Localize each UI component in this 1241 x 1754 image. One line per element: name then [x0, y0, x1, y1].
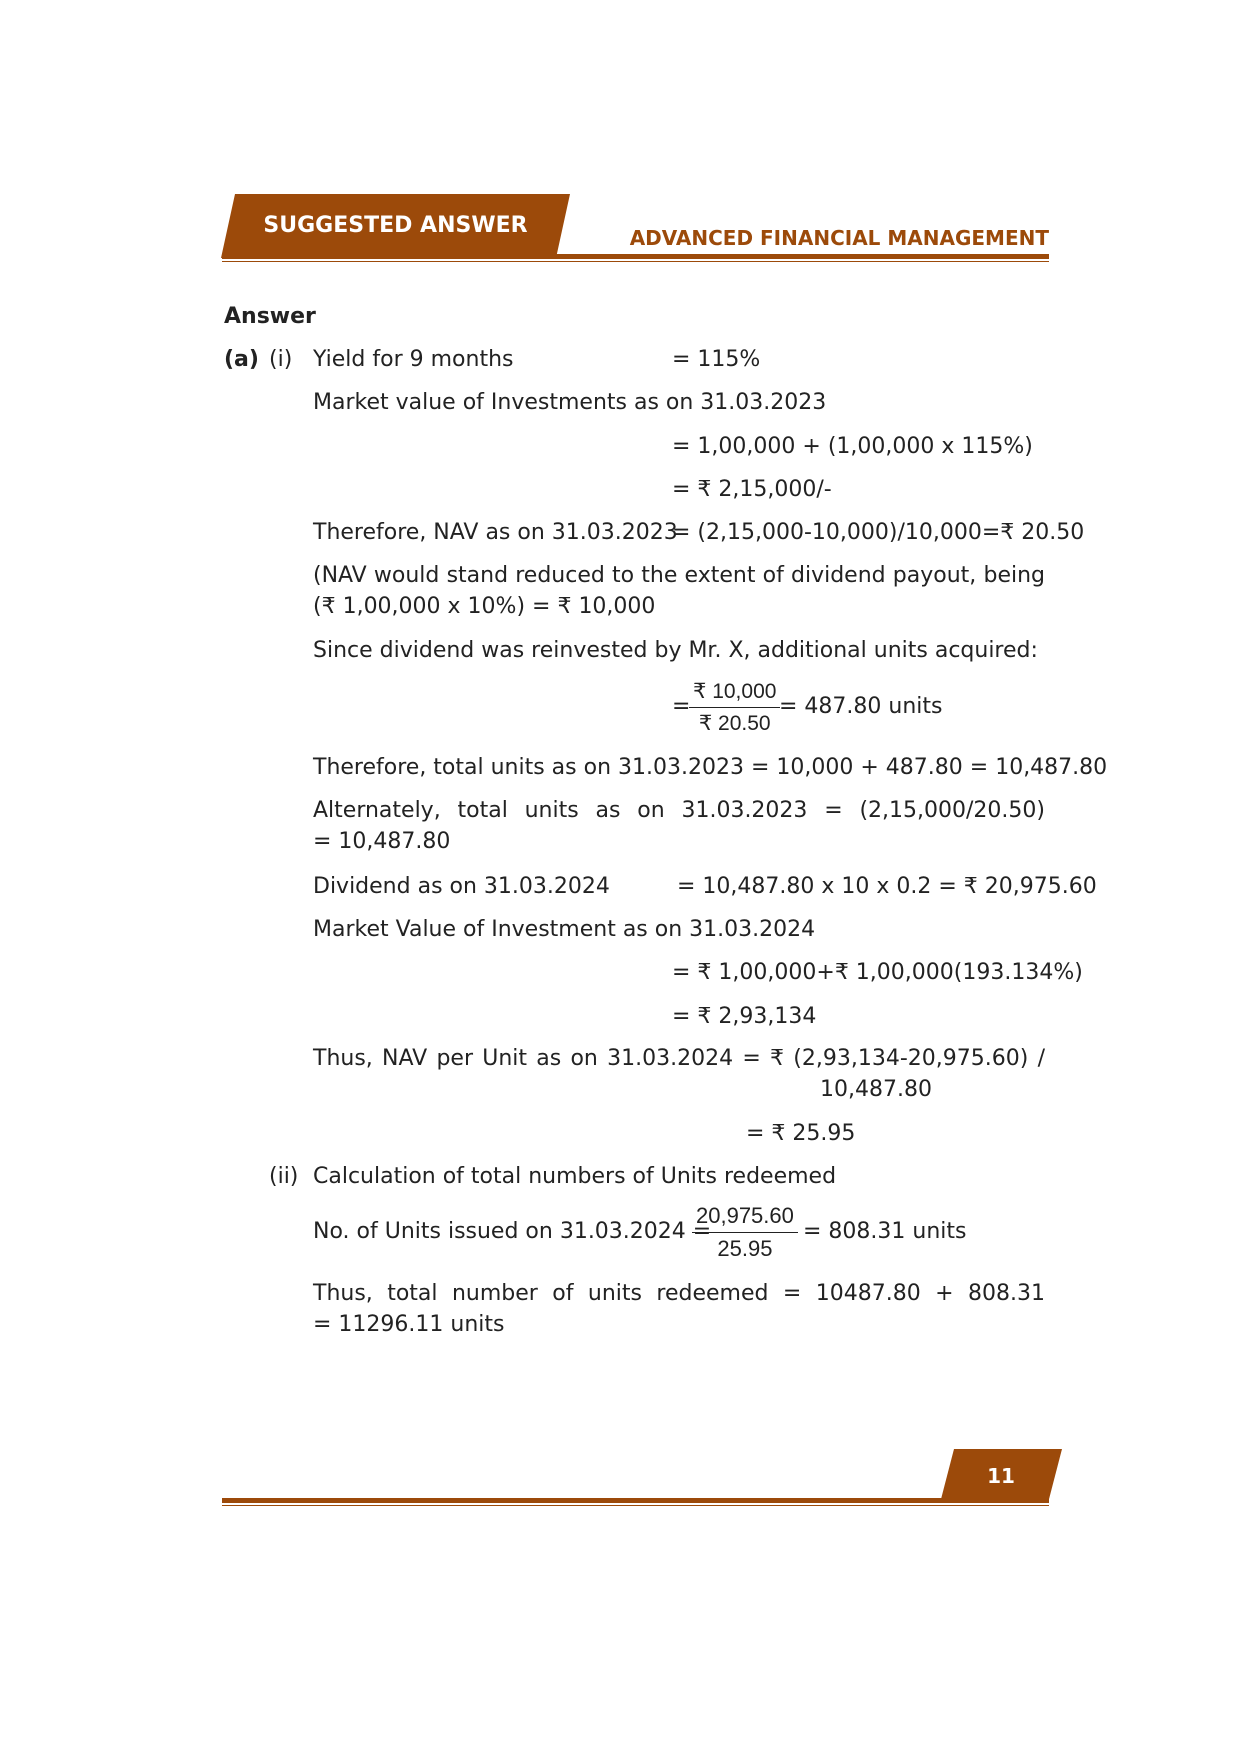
header-banner-text: SUGGESTED ANSWER: [263, 213, 528, 238]
market-value-2023-result: = ₹ 2,15,000/-: [672, 477, 832, 502]
dividend-2024-label: Dividend as on 31.03.2024: [313, 874, 610, 899]
market-value-2023-text: Market value of Investments as on 31.03.2023: [313, 390, 827, 415]
nav-2024-result: = ₹ 25.95: [746, 1121, 856, 1146]
fraction-1-numerator: ₹ 10,000: [689, 679, 780, 708]
reinvested-text: Since dividend was reinvested by Mr. X, additional units acquired:: [313, 638, 1038, 663]
nav-dividend-note-line1: (NAV would stand reduced to the extent of dividend payout, being: [313, 563, 1045, 588]
footer-rule: [222, 1498, 1049, 1503]
fraction-1-result: = 487.80 units: [779, 694, 943, 719]
total-units-2023: Therefore, total units as on 31.03.2023 = 10,000 + 487.80 = 10,487.80: [313, 755, 1108, 780]
fraction-2: [692, 1203, 798, 1262]
answer-heading: Answer: [224, 304, 316, 329]
nav-2023-label: Therefore, NAV as on 31.03.2023: [313, 520, 678, 545]
yield-label: Yield for 9 months: [313, 347, 514, 372]
nav-2024-line2: 10,487.80: [820, 1077, 932, 1102]
sub-i-label: (i): [269, 347, 293, 372]
nav-2024-line1: Thus, NAV per Unit as on 31.03.2024 = ₹ (2,93,134-20,975.60) /: [313, 1046, 1045, 1071]
fraction-1-equals: =: [672, 694, 691, 719]
nav-dividend-note-line2: (₹ 1,00,000 x 10%) = ₹ 10,000: [313, 594, 656, 619]
nav-2023-value: = (2,15,000-10,000)/10,000=₹ 20.50: [672, 520, 1085, 545]
alternate-units-line2: = 10,487.80: [313, 829, 451, 854]
dividend-2024-value: = 10,487.80 x 10 x 0.2 = ₹ 20,975.60: [677, 874, 1097, 899]
fraction-1: [689, 679, 780, 736]
footer-rule-thin: [222, 1505, 1049, 1506]
market-value-2024-formula: = ₹ 1,00,000+₹ 1,00,000(193.134%): [672, 960, 1083, 985]
fraction-2-denominator: 25.95: [717, 1236, 773, 1261]
market-value-2024-text: Market Value of Investment as on 31.03.2024: [313, 917, 816, 942]
fraction-2-numerator: 20,975.60: [692, 1203, 798, 1233]
part-a-label: (a): [224, 347, 259, 372]
fraction-2-result: = 808.31 units: [803, 1219, 967, 1244]
units-redeemed-heading: Calculation of total numbers of Units redeemed: [313, 1164, 837, 1189]
header-rule: [222, 254, 1049, 259]
market-value-2023-formula: = 1,00,000 + (1,00,000 x 115%): [672, 434, 1033, 459]
alternate-units-line1: Alternately, total units as on 31.03.2023 = (2,15,000/20.50): [313, 798, 1045, 823]
total-redeemed-line1: Thus, total number of units redeemed = 10487.80 + 808.31: [313, 1281, 1045, 1306]
total-redeemed-line2: = 11296.11 units: [313, 1312, 505, 1337]
fraction-1-denominator: ₹ 20.50: [698, 712, 771, 735]
market-value-2024-result: = ₹ 2,93,134: [672, 1004, 817, 1029]
page-number: 11: [987, 1464, 1015, 1488]
header-rule-thin: [222, 261, 1049, 262]
subject-title: ADVANCED FINANCIAL MANAGEMENT: [629, 226, 1049, 250]
yield-value: = 115%: [672, 347, 761, 372]
sub-ii-label: (ii): [269, 1164, 299, 1189]
fraction-2-label: No. of Units issued on 31.03.2024 =: [313, 1219, 712, 1244]
